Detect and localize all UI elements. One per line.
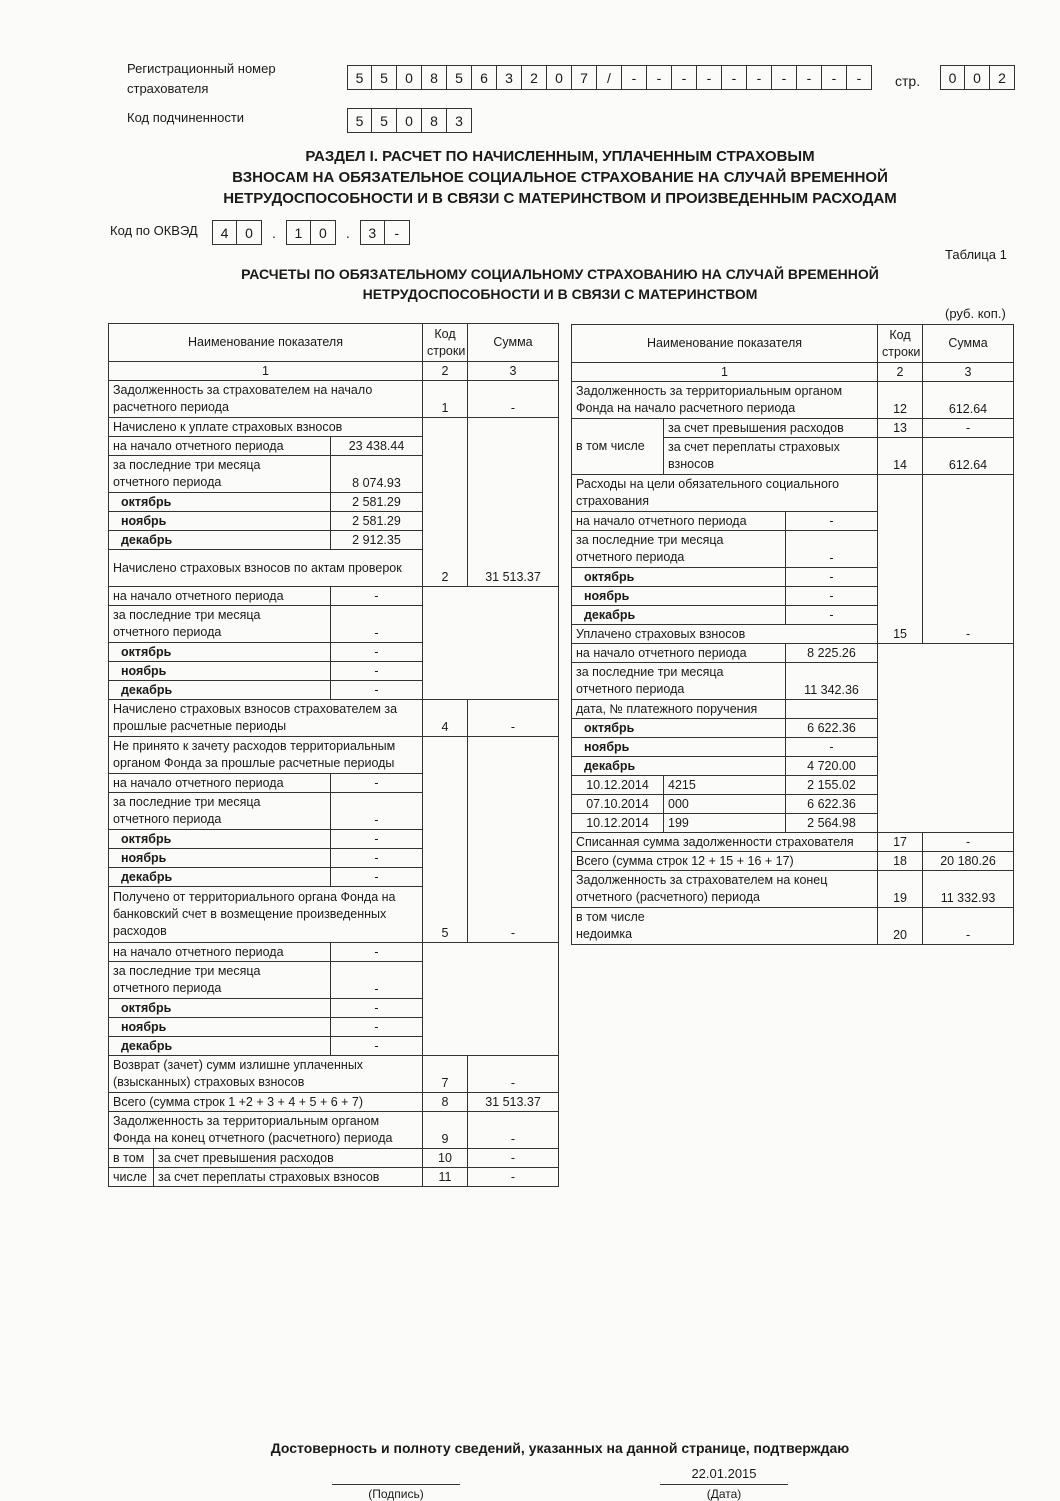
digit-cell: 5 <box>372 65 397 90</box>
digit-cell: 7 <box>572 65 597 90</box>
row-sum: 31 513.37 <box>468 1093 559 1112</box>
row-code: 13 <box>878 419 923 438</box>
digit-cell: 1 <box>286 220 311 245</box>
row-label: Всего (сумма строк 1 +2 + 3 + 4 + 5 + 6 + 7) <box>109 1093 423 1112</box>
month-value: 2 912.35 <box>331 531 423 550</box>
sub-label: дата, № платежного поручения <box>572 700 786 719</box>
table-row <box>572 419 1014 438</box>
signature-line <box>332 1484 460 1485</box>
row-code: 2 <box>423 418 468 587</box>
sub-value: - <box>786 512 878 531</box>
row-code: 17 <box>878 833 923 852</box>
month-label: октябрь <box>572 568 786 587</box>
digit-cell: 6 <box>472 65 497 90</box>
digit-cell: 5 <box>372 108 397 133</box>
payment-number: 4215 <box>664 776 786 795</box>
digit-cell: 0 <box>311 220 336 245</box>
subordination-label: Код подчиненности <box>127 110 245 125</box>
digit-cell: / <box>597 65 622 90</box>
row-label: Задолженность за территориальным органом Фонда на начало расчетного периода <box>572 382 878 419</box>
table-row <box>109 700 559 737</box>
table-row <box>109 1056 559 1093</box>
row-sum: - <box>468 1149 559 1168</box>
month-label: декабрь <box>109 531 331 550</box>
row-label: Расходы на цели обязательного социального страхования <box>572 475 878 512</box>
row-sum: 612.64 <box>923 382 1014 419</box>
sub-value: 11 342.36 <box>786 663 878 700</box>
reg-number-label: Регистрационный номер страхователя <box>127 61 276 96</box>
month-value: - <box>786 606 878 625</box>
sub-label: на начало отчетного периода <box>572 644 786 663</box>
month-value: - <box>786 738 878 757</box>
payment-date: 07.10.2014 <box>572 795 664 814</box>
table-title: РАСЧЕТЫ ПО ОБЯЗАТЕЛЬНОМУ СОЦИАЛЬНОМУ СТРАХОВАНИЮ НА СЛУЧАЙ ВРЕМЕННОЙ НЕТРУДОСПОСОБНОСТИ И В СВЯЗИ С МАТЕРИНСТВОМ <box>241 266 879 302</box>
row-label: Задолженность за страхователем на начало расчетного периода <box>109 381 423 418</box>
row-sum: 31 513.37 <box>468 418 559 587</box>
digit-cell: 3 <box>360 220 385 245</box>
sub-value: - <box>331 793 423 830</box>
row-sum: - <box>468 381 559 418</box>
month-value: 4 720.00 <box>786 757 878 776</box>
row-sum: - <box>468 700 559 737</box>
month-value: - <box>331 1018 423 1037</box>
row-code: 1 <box>423 381 468 418</box>
month-label: декабрь <box>572 757 786 776</box>
sub-label: за последние три месяца отчетного периода <box>572 531 786 568</box>
sub-label: на начало отчетного периода <box>109 437 331 456</box>
month-label: декабрь <box>572 606 786 625</box>
col-name-header: Наименование показателя <box>572 325 878 363</box>
subordination-code-field <box>347 108 472 133</box>
row-sum: - <box>923 908 1014 945</box>
month-value: - <box>331 868 423 887</box>
sub-value: - <box>331 606 423 643</box>
payment-row <box>572 814 1014 833</box>
page-label: стр. <box>895 73 921 89</box>
month-label: октябрь <box>109 493 331 512</box>
sub-label: за последние три месяца отчетного периода <box>572 663 786 700</box>
row-label: Начислено страховых взносов по актам проверок <box>109 550 423 587</box>
payment-number: 199 <box>664 814 786 833</box>
right-table <box>571 324 1014 945</box>
month-value: 2 581.29 <box>331 512 423 531</box>
payment-row <box>572 776 1014 795</box>
row-label: Уплачено страховых взносов <box>572 625 878 644</box>
col-sum-header: Сумма <box>923 325 1014 363</box>
sub-label: на начало отчетного периода <box>109 943 331 962</box>
digit-cell: - <box>622 65 647 90</box>
digit-cell: 5 <box>447 65 472 90</box>
row-code: 20 <box>878 908 923 945</box>
digit-cell: 3 <box>497 65 522 90</box>
units-label: (руб. коп.) <box>945 306 1006 321</box>
row-label: Задолженность за страхователем на конец отчетного (расчетного) периода <box>572 871 878 908</box>
okved-dot: . <box>272 224 276 241</box>
digit-cell: - <box>747 65 772 90</box>
table-row <box>109 1149 559 1168</box>
header-row <box>109 324 559 362</box>
confirmation-text: Достоверность и полноту сведений, указанных на данной странице, подтверждаю <box>270 1440 850 1456</box>
digit-cell: 5 <box>347 108 372 133</box>
table-row <box>572 908 1014 945</box>
table-row <box>572 833 1014 852</box>
table-row <box>109 1168 559 1187</box>
sub-value: - <box>331 587 423 606</box>
row-code: 18 <box>878 852 923 871</box>
okved-code-field <box>212 220 410 245</box>
month-label: ноябрь <box>109 512 331 531</box>
month-label: октябрь <box>109 643 331 662</box>
month-value: - <box>331 849 423 868</box>
okved-label: Код по ОКВЭД <box>110 223 198 238</box>
left-table <box>108 323 559 1187</box>
row-code: 11 <box>423 1168 468 1187</box>
row-sum: - <box>468 1056 559 1093</box>
digit-cell: 4 <box>212 220 237 245</box>
month-label: ноябрь <box>572 587 786 606</box>
payment-date: 10.12.2014 <box>572 776 664 795</box>
row-label: Задолженность за территориальным органом Фонда на конец отчетного (расчетного) периода <box>109 1112 423 1149</box>
okved-dot: . <box>345 224 350 241</box>
col-num-1: 1 <box>572 363 878 382</box>
digit-cell: - <box>722 65 747 90</box>
row-code: 9 <box>423 1112 468 1149</box>
row-code: 14 <box>878 438 923 475</box>
digit-cell: 0 <box>237 220 262 245</box>
sub-label: на начало отчетного периода <box>109 774 331 793</box>
digit-cell: 8 <box>422 65 447 90</box>
digit-cell: - <box>797 65 822 90</box>
row-label: Не принято к зачету расходов территориальным органом Фонда за прошлые расчетные периоды <box>109 737 423 774</box>
month-label: октябрь <box>572 719 786 738</box>
header-row <box>572 325 1014 363</box>
col-num-3: 3 <box>923 363 1014 382</box>
col-num-3: 3 <box>468 362 559 381</box>
month-label: ноябрь <box>109 1018 331 1037</box>
digit-cell: 3 <box>447 108 472 133</box>
digit-cell: - <box>822 65 847 90</box>
row-code: 15 <box>878 475 923 644</box>
digit-cell: 2 <box>522 65 547 90</box>
table-row <box>572 871 1014 908</box>
month-value: 6 622.36 <box>786 719 878 738</box>
col-num-2: 2 <box>878 363 923 382</box>
digit-cell: - <box>772 65 797 90</box>
section-title: РАЗДЕЛ I. РАСЧЕТ ПО НАЧИСЛЕННЫМ, УПЛАЧЕННЫМ СТРАХОВЫМ ВЗНОСАМ НА ОБЯЗАТЕЛЬНОЕ СОЦИАЛЬНОЕ СТРАХОВАНИЕ НА СЛУЧАЙ ВРЕМЕННОЙ НЕТРУДОСПОСОБНОСТИ И В СВЯЗИ С МАТЕРИНСТВОМ И ПРОИЗВЕДЕННЫМ РАСХОДАМ <box>223 148 897 207</box>
row-code: 4 <box>423 700 468 737</box>
month-label: ноябрь <box>109 662 331 681</box>
month-value: - <box>331 1037 423 1056</box>
incl-label-1: в том <box>109 1149 154 1167</box>
month-label: декабрь <box>109 868 331 887</box>
digit-cell: - <box>672 65 697 90</box>
month-label: декабрь <box>109 681 331 700</box>
col-num-1: 1 <box>109 362 423 381</box>
digit-cell: - <box>697 65 722 90</box>
date-value: 22.01.2015 <box>691 1466 757 1481</box>
row-label: за счет превышения расходов <box>158 1151 334 1165</box>
date-line <box>660 1484 788 1485</box>
digit-cell: - <box>385 220 410 245</box>
digit-cell: 8 <box>422 108 447 133</box>
month-value: - <box>331 999 423 1018</box>
sub-label: на начало отчетного периода <box>572 512 786 531</box>
col-number-row <box>572 363 1014 382</box>
col-code-header: Код строки <box>423 324 468 362</box>
payment-row <box>572 795 1014 814</box>
payment-amount: 2 564.98 <box>786 814 878 833</box>
reg-number-field <box>347 65 872 90</box>
month-label: октябрь <box>109 999 331 1018</box>
month-label: декабрь <box>109 1037 331 1056</box>
row-sum: - <box>923 475 1014 644</box>
table-row <box>572 475 1014 512</box>
digit-cell: 5 <box>347 65 372 90</box>
row-code: 12 <box>878 382 923 419</box>
payment-date: 10.12.2014 <box>572 814 664 833</box>
digit-cell: - <box>647 65 672 90</box>
digit-cell: 0 <box>547 65 572 90</box>
col-num-2: 2 <box>423 362 468 381</box>
table-row <box>572 852 1014 871</box>
month-value: - <box>786 568 878 587</box>
row-code: 8 <box>423 1093 468 1112</box>
col-code-header: Код строки <box>878 325 923 363</box>
sub-label: за последние три месяца отчетного периода <box>109 962 331 999</box>
row-label: за счет переплаты страховых взносов <box>158 1170 380 1184</box>
month-value: - <box>786 587 878 606</box>
incl-label: в том числе <box>572 419 664 475</box>
sub-value: - <box>786 531 878 568</box>
row-label: Получено от территориального органа Фонда на банковский счет в возмещение произведенных расходов <box>109 887 423 943</box>
date-label: (Дата) <box>706 1487 742 1501</box>
payment-amount: 6 622.36 <box>786 795 878 814</box>
month-value: - <box>331 643 423 662</box>
sub-value: 8 225.26 <box>786 644 878 663</box>
month-label: ноябрь <box>572 738 786 757</box>
row-label: за счет переплаты страховых взносов <box>664 438 878 475</box>
col-name-header: Наименование показателя <box>109 324 423 362</box>
month-value: - <box>331 681 423 700</box>
row-label: Начислено страховых взносов страхователем за прошлые расчетные периоды <box>109 700 423 737</box>
sub-value: - <box>331 962 423 999</box>
payment-amount: 2 155.02 <box>786 776 878 795</box>
row-code: 7 <box>423 1056 468 1093</box>
row-label: Начислено к уплате страховых взносов <box>109 418 423 437</box>
digit-cell: 0 <box>397 65 422 90</box>
table-row <box>109 381 559 418</box>
table-row <box>109 737 559 774</box>
row-sum: - <box>923 833 1014 852</box>
digit-cell: - <box>847 65 872 90</box>
sub-value: - <box>331 943 423 962</box>
table-number: Таблица 1 <box>945 247 1007 262</box>
table-row <box>572 382 1014 419</box>
row-label: в том числе недоимка <box>572 908 878 945</box>
month-value: - <box>331 662 423 681</box>
digit-cell: 2 <box>990 65 1015 90</box>
sub-value: 8 074.93 <box>331 456 423 493</box>
digit-cell: 0 <box>397 108 422 133</box>
row-sum: - <box>468 1112 559 1149</box>
sub-label: на начало отчетного периода <box>109 587 331 606</box>
row-label: Всего (сумма строк 12 + 15 + 16 + 17) <box>572 852 878 871</box>
digit-cell: 0 <box>965 65 990 90</box>
month-label: ноябрь <box>109 849 331 868</box>
table-row <box>109 1112 559 1149</box>
payment-number: 000 <box>664 795 786 814</box>
sub-label: за последние три месяца отчетного периода <box>109 793 331 830</box>
sub-label: за последние три месяца отчетного периода <box>109 456 331 493</box>
row-sum: 11 332.93 <box>923 871 1014 908</box>
row-sum: 20 180.26 <box>923 852 1014 871</box>
row-sum: - <box>923 419 1014 438</box>
sub-label: за последние три месяца отчетного периода <box>109 606 331 643</box>
row-sum: 612.64 <box>923 438 1014 475</box>
col-sum-header: Сумма <box>468 324 559 362</box>
sub-value: 23 438.44 <box>331 437 423 456</box>
row-code: 10 <box>423 1149 468 1168</box>
row-label: Возврат (зачет) сумм излишне уплаченных (взысканных) страховых взносов <box>109 1056 423 1093</box>
col-number-row <box>109 362 559 381</box>
row-label: Списанная сумма задолженности страхователя <box>572 833 878 852</box>
month-value: 2 581.29 <box>331 493 423 512</box>
month-label: октябрь <box>109 830 331 849</box>
month-value: - <box>331 830 423 849</box>
row-sum: - <box>468 1168 559 1187</box>
row-label: за счет превышения расходов <box>664 419 878 438</box>
sub-value: - <box>331 774 423 793</box>
page-number-field <box>940 65 1015 90</box>
incl-label-2: числе <box>109 1168 154 1186</box>
signature-label: (Подпись) <box>368 1487 424 1501</box>
digit-cell: 0 <box>940 65 965 90</box>
row-code: 19 <box>878 871 923 908</box>
table-row <box>109 418 559 437</box>
table-row <box>109 1093 559 1112</box>
row-sum: - <box>468 737 559 943</box>
row-code: 5 <box>423 737 468 943</box>
